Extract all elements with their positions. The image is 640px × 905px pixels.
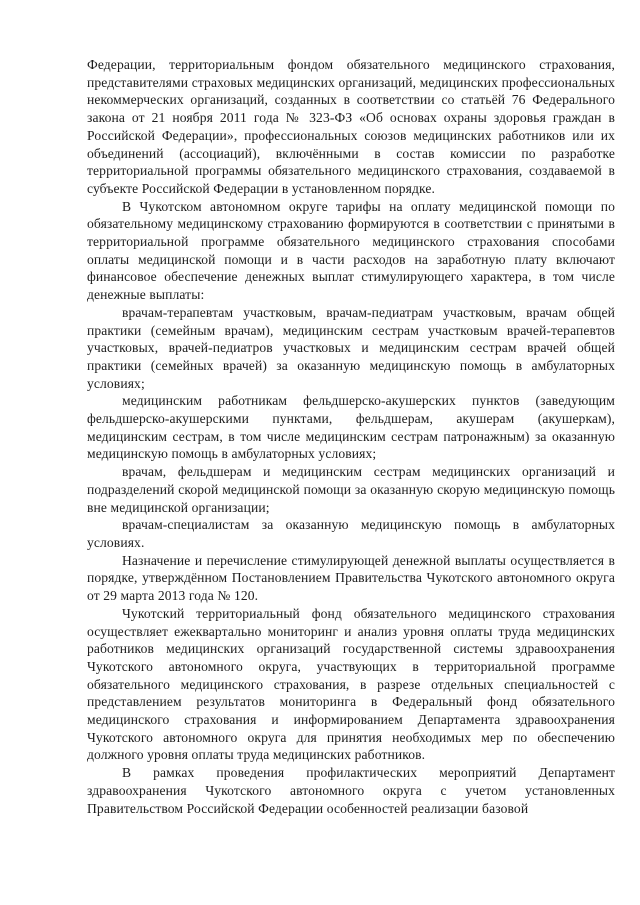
paragraph-payments-doctors-therapists: врачам-терапевтам участковым, врачам-педиатрам участковым, врачам общей практики (семейным врачам), медицинским сестрам участковым врачей-терапевтов участковых, врачей-педиатров участковых и медицинским сестрам врачей общей практики (семейных врачей) за оказанную медицинскую помощь в амбулаторных условиях; [87,304,615,391]
paragraph-payments-feldsher-midwife-stations: медицинским работникам фельдшерско-акушерских пунктов (заведующим фельдшерско-акушерскими пунктами, фельдшерам, акушерам (акушеркам), медицинским сестрам, в том числе медицинским сестрам патронажным) за оказанную медицинскую помощь в амбулаторных условиях; [87,393,615,462]
paragraph-continuation: Федерации, территориальным фондом обязательного медицинского страхования, представителями страховых медицинских организаций, медицинских профессиональных некоммерческих организаций, созданных в соответствии со статьёй 76 Федерального закона от 21 ноября 2011 года № 323-ФЗ «Об основах охраны здоровья граждан в Российской Федерации», профессиональных союзов медицинских работников или их объединений (ассоциаций), включёнными в состав комиссии по разработке территориальной программы обязательного медицинского страхования, создаваемой в субъекте Российской Федерации в установленном порядке. [87,57,615,196]
paragraph-quarterly-monitoring: Чукотский территориальный фонд обязательного медицинского страхования осуществляет ежеквартально мониторинг и анализ уровня оплаты труда медицинских работников медицинских организаций государственной системы здравоохранения Чукотского автономного округа, участвующих в территориальной программе обязательного медицинского страхования, в разрезе отдельных специальностей с представлением результатов мониторинга в Федеральный фонд обязательного медицинского страхования и информированием Департамента здравоохранения Чукотского автономного округа для принятия необходимых мер по обеспечению должного уровня оплаты труда медицинских работников. [87,605,615,763]
paragraph-preventive-measures: В рамках проведения профилактических мероприятий Департамент здравоохранения Чукотского автономного округа с учетом установленных Правительством Российской Федерации особенностей реализации базовой [87,765,615,816]
paragraph-payments-ambulance-staff: врачам, фельдшерам и медицинским сестрам медицинских организаций и подразделений скорой медицинской помощи за оказанную скорую медицинскую помощь вне медицинской организации; [87,464,615,515]
paragraph-tariffs-intro: В Чукотском автономном округе тарифы на оплату медицинской помощи по обязательному медицинскому страхованию формируются в соответствии с принятыми в территориальной программе обязательного медицинского страхования способами оплаты медицинской помощи и в части расходов на заработную плату включают финансовое обеспечение денежных выплат стимулирующего характера, в том числе денежные выплаты: [87,198,615,303]
paragraph-payments-specialists: врачам-специалистам за оказанную медицинскую помощь в амбулаторных условиях. [87,517,615,550]
paragraph-payment-procedure-resolution: Назначение и перечисление стимулирующей денежной выплаты осуществляется в порядке, утверждённом Постановлением Правительства Чукотского автономного округа от 29 марта 2013 года № 120. [87,552,615,604]
document-text-block [87,56,615,817]
